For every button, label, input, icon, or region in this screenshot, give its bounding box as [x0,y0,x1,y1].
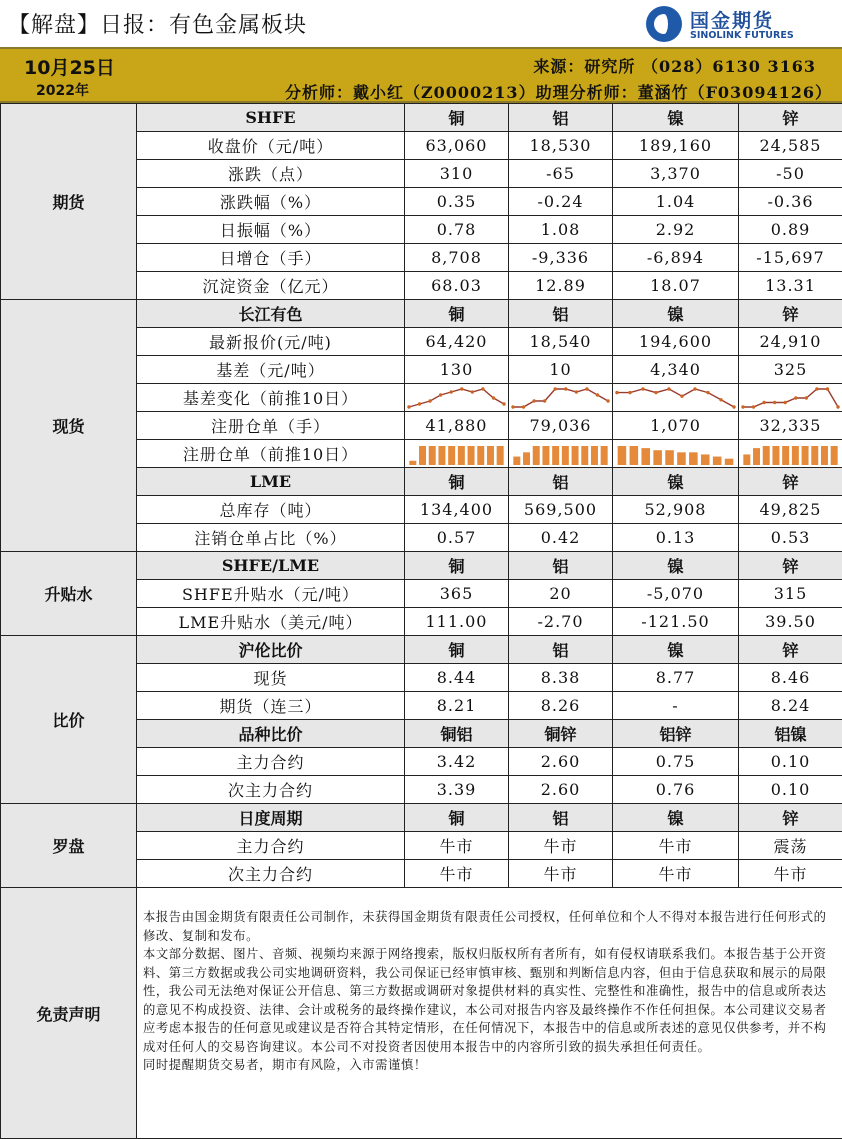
header-cell: 铜锌 [509,720,613,748]
value-cell: 牛市 [405,860,509,888]
sparkbar-bar [419,446,426,465]
sparkbar-bar [477,446,484,465]
value-cell: 8.26 [509,692,613,720]
sparkline-point [428,399,431,402]
value-cell: -50 [739,160,842,188]
value-cell: 0.35 [405,188,509,216]
value-cell: 牛市 [405,832,509,860]
row-label: 次主力合约 [137,860,405,888]
header-cell: 锌 [739,636,842,664]
info-band [0,47,842,103]
sparkline-point [481,387,484,390]
header-cell: 锌 [739,552,842,580]
warrant-sparkbar-zinc [739,440,842,468]
value-cell: 32,335 [739,412,842,440]
sparkbar-bar [448,446,455,465]
value-cell: -0.24 [509,188,613,216]
disclaimer-paragraph: 同时提醒期货交易者，期市有风险，入市需谨慎！ [143,1058,427,1072]
logo-text-cn: 国金期货 [690,10,775,32]
sparkbar-bar [523,452,530,465]
sparkbar-bar [677,452,686,465]
sparkline-point [554,387,557,390]
warrant-sparkbar-nickel [613,440,739,468]
analysts-line: 分析师：戴小红（Z0000213）助理分析师：董涵竹（F03094126） [284,83,832,102]
section-ratio: 比价 [1,636,137,804]
value-cell: 8.38 [509,664,613,692]
sparkbar-bar [533,446,540,465]
header-cell: 沪伦比价 [137,636,405,664]
report-date: 10月25日 [24,57,115,79]
header-cell: 日度周期 [137,804,405,832]
sparkline-point [706,390,709,393]
value-cell: 1.04 [613,188,739,216]
section-disclaimer: 免责声明 [1,888,137,1139]
sparkbar-bar [562,446,569,465]
value-cell: 8.24 [739,692,842,720]
sparkline-point [794,396,797,399]
row-label: 主力合约 [137,748,405,776]
section-compass: 罗盘 [1,804,137,888]
sparkline-path [513,389,608,407]
row-label: 沉淀资金（亿元） [137,272,405,300]
value-cell: 1.08 [509,216,613,244]
sparkline-point [805,396,808,399]
row-label: 现货 [137,664,405,692]
logo-text-en: SINOLINK FUTURES [690,30,794,41]
value-cell: 震荡 [739,832,842,860]
value-cell: 12.89 [509,272,613,300]
header-cell: 锌 [739,300,842,328]
sparkline-point [502,402,505,405]
sparkline-point [585,387,588,390]
header-cell: 铝镍 [739,720,842,748]
disclaimer-paragraph: 本报告由国金期货有限责任公司制作，未获得国金期货有限责任公司授权，任何单位和个人不得对本报告进行任何形式的修改、复制和发布。 [143,910,827,943]
header-cell: 铜 [405,636,509,664]
value-cell: -65 [509,160,613,188]
header-cell: 镍 [613,300,739,328]
report-header [0,0,842,47]
header-cell: 镍 [613,552,739,580]
value-cell: 24,910 [739,328,842,356]
section-premium: 升贴水 [1,552,137,636]
row-label: 注册仓单（手） [137,412,405,440]
value-cell: 20 [509,580,613,608]
value-cell: 8.21 [405,692,509,720]
sparkbar-bar [513,456,520,464]
header-cell: 铜铝 [405,720,509,748]
header-cell: 品种比价 [137,720,405,748]
sparkbar-bar [689,452,698,465]
sparkbar-bar [601,446,608,465]
value-cell: 0.10 [739,748,842,776]
value-cell: 52,908 [613,496,739,524]
value-cell: 3.42 [405,748,509,776]
sparkline-path [617,389,734,407]
warrant-sparkbar-aluminum [509,440,613,468]
sparkline-point [784,400,787,403]
report-title: 【解盘】日报：有色金属板块 [8,13,308,38]
sparkbar-bar [497,446,504,465]
sparkline-point [654,390,657,393]
sparkbar-bar [665,450,674,465]
header-cell: 锌 [739,468,842,496]
header-cell: 铝锌 [613,720,739,748]
basis-sparkline-zinc [739,384,842,412]
basis-sparkline-aluminum [509,384,613,412]
sparkbar-bar [591,446,598,465]
data-table [0,103,842,1139]
value-cell: 49,825 [739,496,842,524]
sparkline-point [471,390,474,393]
value-cell: -0.36 [739,188,842,216]
sparkbar-bar [572,446,579,465]
sparkbar-bar [821,446,828,465]
sparkbar-bar [772,446,779,465]
header-cell: 铜 [405,104,509,132]
value-cell: 18,540 [509,328,613,356]
value-cell: 0.10 [739,776,842,804]
section-futures: 期货 [1,104,137,300]
value-cell: 134,400 [405,496,509,524]
value-cell: 315 [739,580,842,608]
value-cell: 8,708 [405,244,509,272]
row-label: 日增仓（手） [137,244,405,272]
value-cell: 79,036 [509,412,613,440]
header-cell: 镍 [613,468,739,496]
value-cell: -121.50 [613,608,739,636]
spot-header-row [1,300,842,328]
sparkbar-bar [487,446,494,465]
header-cell: SHFE [137,104,405,132]
sparkbar-bar [429,446,436,465]
sparkline-point [532,399,535,402]
sparkbar-bar [802,446,809,465]
value-cell: 0.53 [739,524,842,552]
header-cell: 铜 [405,300,509,328]
header-cell: 铝 [509,636,613,664]
value-cell: 10 [509,356,613,384]
compass-header-row [1,804,842,832]
sparkbar-bar [763,446,770,465]
sparkline-point [596,393,599,396]
value-cell: 310 [405,160,509,188]
sparkline-point [511,405,514,408]
disclaimer-row [1,888,842,1139]
value-cell: 牛市 [509,860,613,888]
value-cell: 8.44 [405,664,509,692]
sparkbar-bar [542,446,549,465]
logo-emblem-icon [646,6,682,42]
sparkline-point [450,390,453,393]
sparkline-point [439,393,442,396]
sparkbar-bar [438,446,445,465]
row-label: 收盘价（元/吨） [137,132,405,160]
sparkbar-bar [713,456,722,464]
sparkline-point [741,405,744,408]
value-cell: 41,880 [405,412,509,440]
source-line: 来源：研究所 （028）6130 3163 [533,57,816,76]
sparkbar-bar [409,460,416,464]
sparkline-point [492,396,495,399]
sparkline-point [575,390,578,393]
sparkline-point [762,400,765,403]
header-cell: 锌 [739,104,842,132]
report-year: 2022年 [36,83,89,99]
sparkbar-bar [653,450,662,465]
sparkbar-bar [782,446,789,465]
header-cell: 长江有色 [137,300,405,328]
sparkbar-bar [811,446,818,465]
row-label: 基差（元/吨） [137,356,405,384]
value-cell: 18.07 [613,272,739,300]
warrant-sparkbar-copper [405,440,509,468]
value-cell: 13.31 [739,272,842,300]
value-cell: 365 [405,580,509,608]
value-cell: -9,336 [509,244,613,272]
section-spot: 现货 [1,300,137,552]
row-label: 总库存（吨） [137,496,405,524]
sparkline-point [543,399,546,402]
futures-header-row [1,104,842,132]
sparkbar-bar [552,446,559,465]
row-label: 最新报价(元/吨) [137,328,405,356]
basis-sparkline-nickel [613,384,739,412]
value-cell: 2.60 [509,776,613,804]
header-cell: 铜 [405,804,509,832]
sparkline-point [522,405,525,408]
sparkline-point [826,387,829,390]
sparkline-path [409,389,504,407]
sparkline-point [407,405,410,408]
value-cell: 64,420 [405,328,509,356]
sparkbar-bar [630,446,639,465]
sparkline-point [732,405,735,408]
sparkline-point [752,405,755,408]
company-logo [646,4,836,44]
header-cell: 铝 [509,468,613,496]
value-cell: 牛市 [613,860,739,888]
row-label: 注册仓单（前推10日） [137,440,405,468]
value-cell: 0.89 [739,216,842,244]
value-cell: 0.75 [613,748,739,776]
sparkbar-bar [792,446,799,465]
sparkline-point [773,400,776,403]
value-cell: 0.76 [613,776,739,804]
header-cell: 镍 [613,804,739,832]
header-cell: 铜 [405,468,509,496]
header-cell: 锌 [739,804,842,832]
row-label: 日振幅（%） [137,216,405,244]
sparkline-point [606,399,609,402]
value-cell: 68.03 [405,272,509,300]
sparkline-point [836,405,839,408]
sparkline-point [815,387,818,390]
row-label: SHFE升贴水（元/吨） [137,580,405,608]
value-cell: -5,070 [613,580,739,608]
row-label: 主力合约 [137,832,405,860]
value-cell: 牛市 [509,832,613,860]
value-cell: 8.77 [613,664,739,692]
value-cell: 2.92 [613,216,739,244]
sparkbar-bar [831,446,838,465]
sparkline-point [680,394,683,397]
sparkbar-bar [618,446,627,465]
sparkline-point [615,390,618,393]
sparkline-point [693,387,696,390]
sparkline-point [418,402,421,405]
header-cell: LME [137,468,405,496]
header-cell: 铝 [509,804,613,832]
sparkbar-bar [458,446,465,465]
value-cell: 63,060 [405,132,509,160]
disclaimer-text [137,888,842,1139]
sparkline-path [743,389,838,407]
row-label: LME升贴水（美元/吨） [137,608,405,636]
sparkbar-bar [725,458,734,464]
row-label: 注销仓单占比（%） [137,524,405,552]
value-cell: 8.46 [739,664,842,692]
value-cell: -15,697 [739,244,842,272]
row-label: 涨跌（点） [137,160,405,188]
sparkbar-bar [743,454,750,465]
value-cell: - [613,692,739,720]
value-cell: 0.57 [405,524,509,552]
sparkline-point [628,390,631,393]
basis-sparkline-copper [405,384,509,412]
header-cell: 铜 [405,552,509,580]
value-cell: 1,070 [613,412,739,440]
value-cell: 牛市 [613,832,739,860]
sparkbar-bar [641,448,650,465]
row-label: 期货（连三） [137,692,405,720]
value-cell: 130 [405,356,509,384]
header-cell: 铝 [509,300,613,328]
sparkline-point [719,398,722,401]
value-cell: 569,500 [509,496,613,524]
value-cell: 0.13 [613,524,739,552]
value-cell: 3.39 [405,776,509,804]
header-cell: SHFE/LME [137,552,405,580]
value-cell: -2.70 [509,608,613,636]
value-cell: 325 [739,356,842,384]
value-cell: 牛市 [739,860,842,888]
row-label: 基差变化（前推10日） [137,384,405,412]
sparkbar-bar [581,446,588,465]
sparkline-point [564,387,567,390]
value-cell: 18,530 [509,132,613,160]
row-label: 涨跌幅（%） [137,188,405,216]
value-cell: 189,160 [613,132,739,160]
sparkline-point [460,387,463,390]
value-cell: 111.00 [405,608,509,636]
premium-header-row [1,552,842,580]
value-cell: 4,340 [613,356,739,384]
ratio-header-row [1,636,842,664]
value-cell: 194,600 [613,328,739,356]
sparkbar-bar [753,448,760,465]
sparkbar-bar [468,446,475,465]
sparkline-point [667,387,670,390]
value-cell: -6,894 [613,244,739,272]
sparkline-point [641,387,644,390]
value-cell: 3,370 [613,160,739,188]
header-cell: 铝 [509,104,613,132]
value-cell: 2.60 [509,748,613,776]
value-cell: 39.50 [739,608,842,636]
row-label: 次主力合约 [137,776,405,804]
value-cell: 24,585 [739,132,842,160]
value-cell: 0.42 [509,524,613,552]
value-cell: 0.78 [405,216,509,244]
header-cell: 镍 [613,104,739,132]
header-cell: 铝 [509,552,613,580]
disclaimer-paragraph: 本文部分数据、图片、音频、视频均来源于网络搜索，版权归版权所有者所有，如有侵权请联系我们。本报告基于公开资料、第三方数据或我公司实地调研资料，我公司保证已经审慎审核、甄别和判断信息内容，但由于信息获取和展示的局限性，我公司无法绝对保证公开信息、第三方数据或调研对象提供材料的真实性、完整性和准确性，报告中的信息或所表达的意见不构成投资、法律、会计或税务的最终操作建议，本公司对报告内容及最终操作不作任何担保。本公司建议交易者应考虑本报告的任何意见或建议是否符合其特定情形，在任何情况下，本报告中的信息或所表述的意见仅供参考，并不构成对任何人的交易咨询建议。本公司不对投资者因使用本报告中的内容所引致的损失承担任何责任。 [143,947,827,1054]
header-cell: 镍 [613,636,739,664]
sparkbar-bar [701,454,710,465]
